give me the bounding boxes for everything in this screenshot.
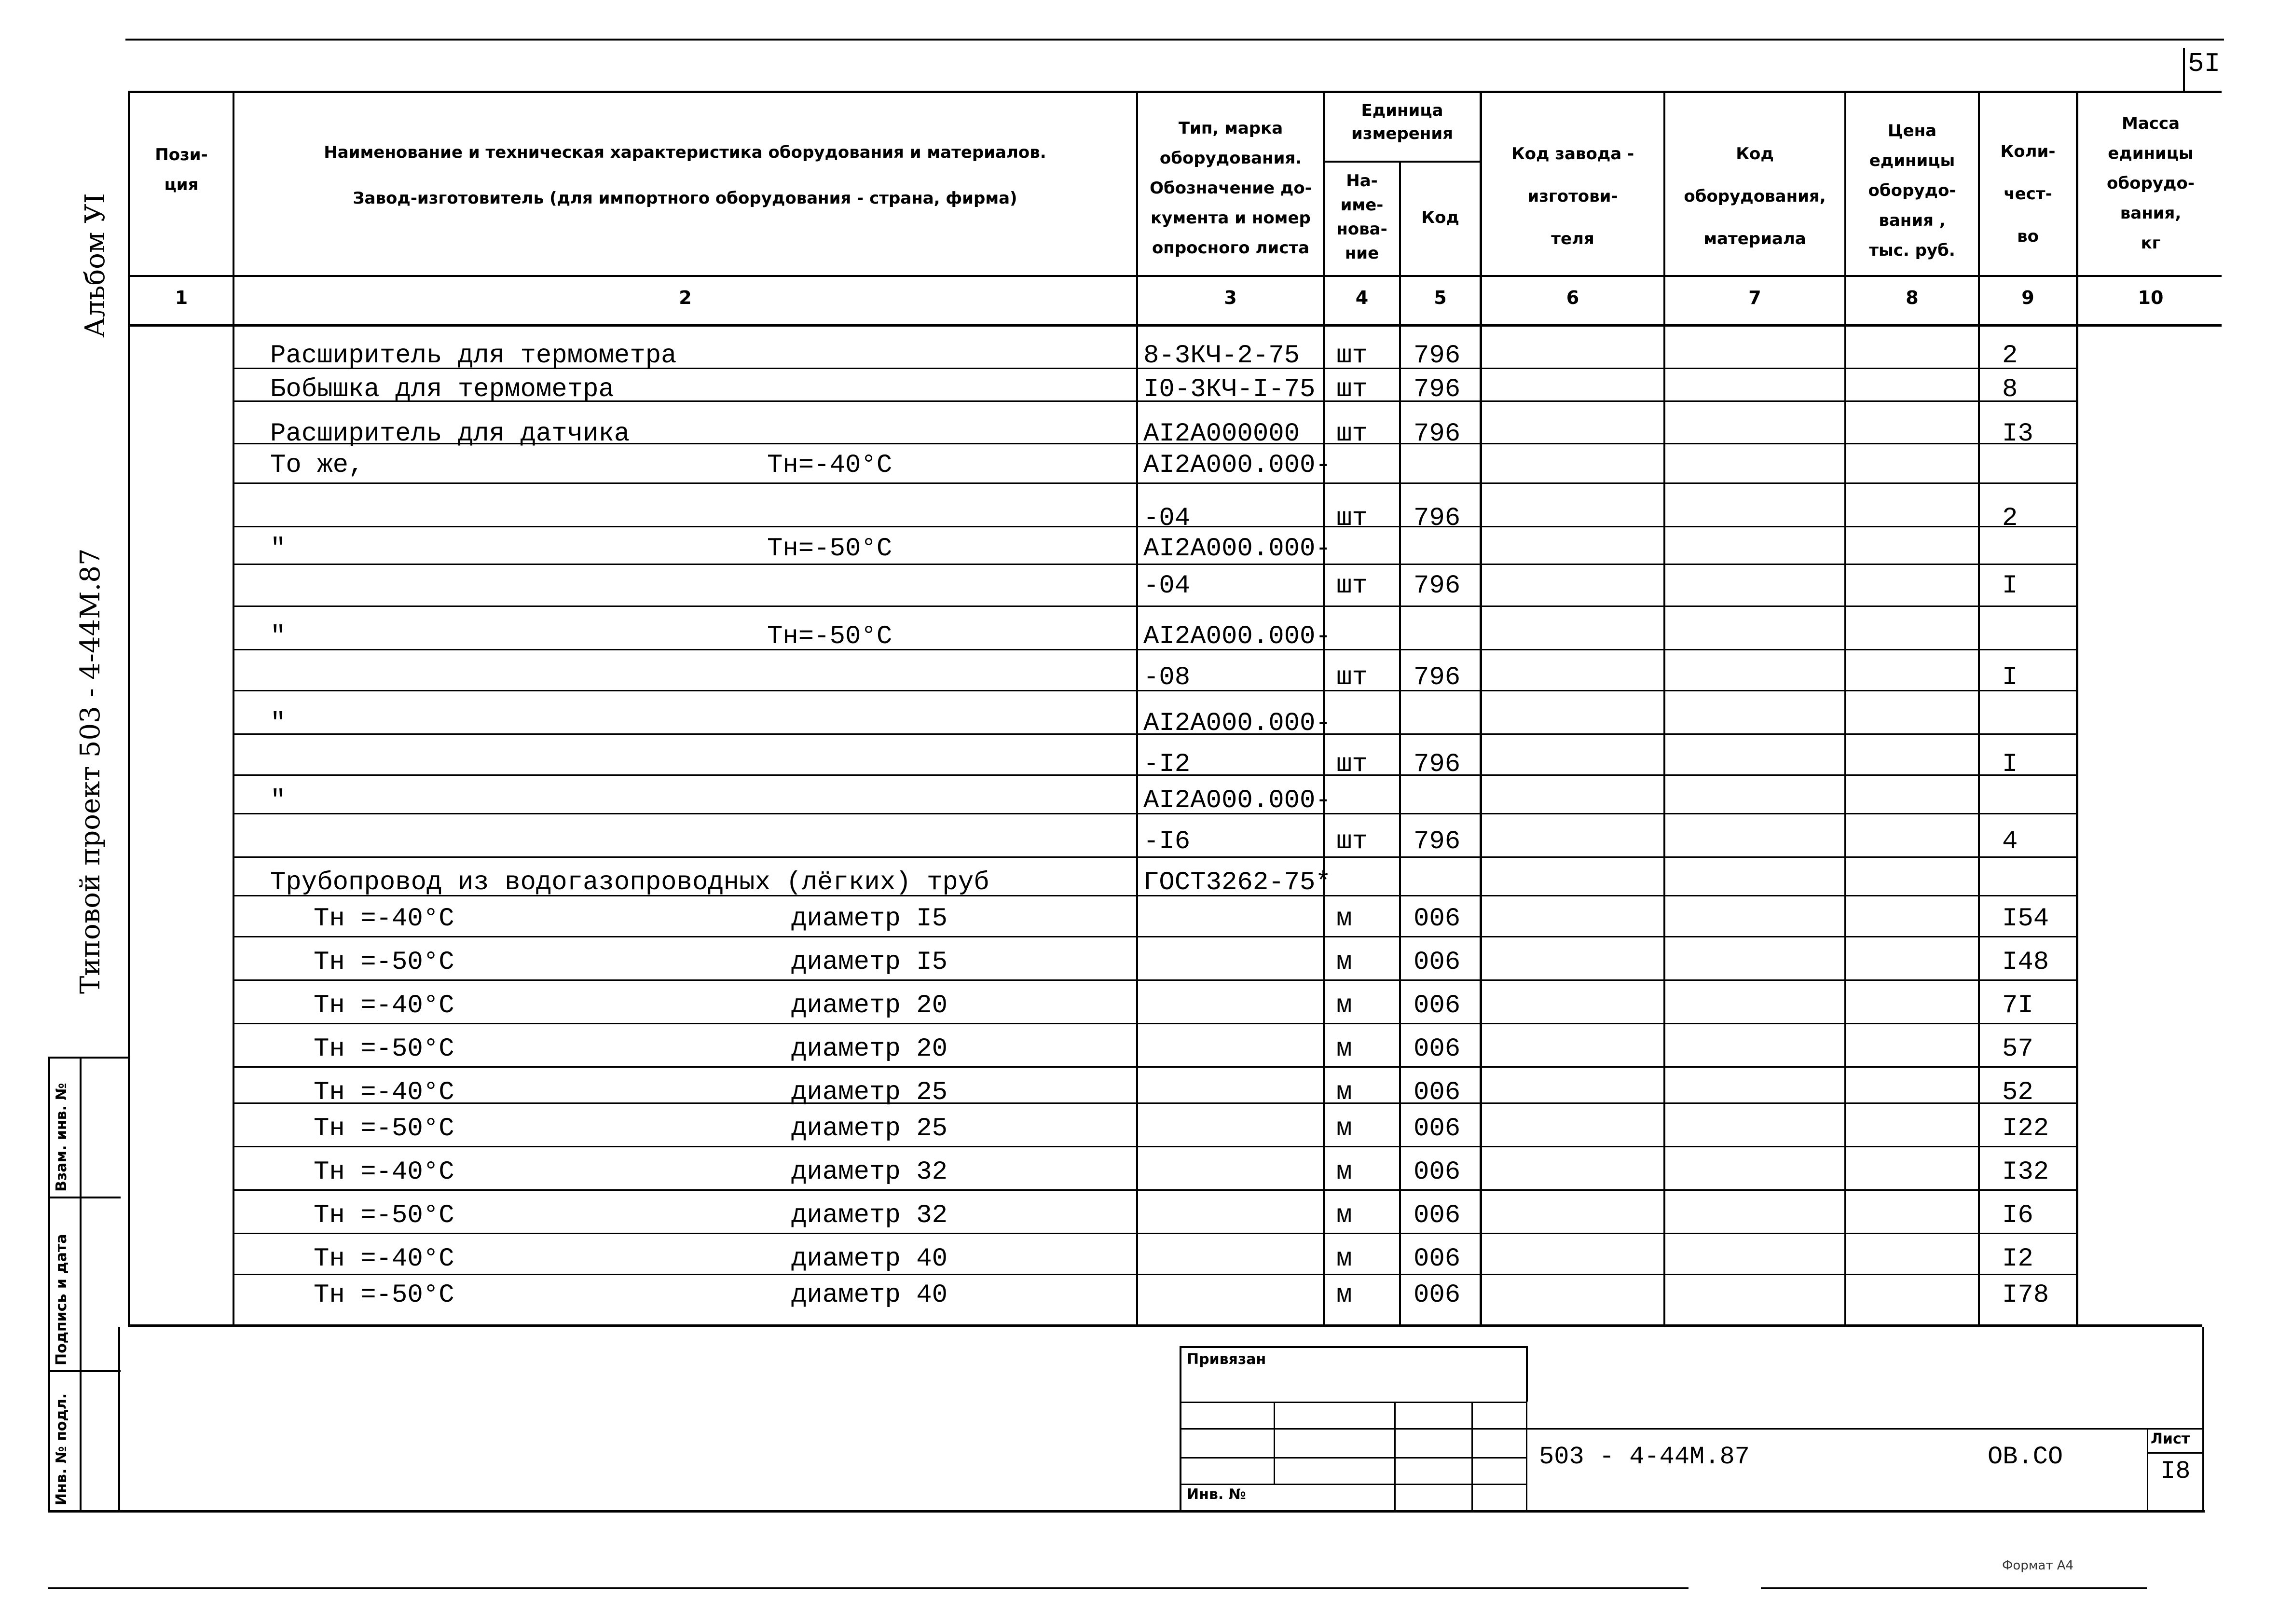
stamp-doc-code: 503 - 4-44М.87	[1539, 1443, 1750, 1471]
row-name: "	[270, 709, 286, 738]
stamp-label-sign: Подпись и дата	[53, 1234, 70, 1365]
unit-split-line	[1324, 161, 1481, 163]
row-name: То же,	[270, 451, 364, 480]
stamp-strip-div2	[48, 1370, 121, 1372]
sheet-box-mid	[2147, 1452, 2202, 1454]
stamp-box-top	[1180, 1346, 1527, 1348]
side-label-project: Типовой проект 503 - 4-44М.87	[75, 548, 106, 994]
table-top-line	[128, 91, 2222, 93]
col-number-2: 2	[679, 287, 692, 308]
row-code: 796	[1414, 375, 1461, 404]
row-divider	[234, 1066, 2077, 1068]
row-unit: шт	[1336, 571, 1368, 601]
bottom-page-line-right	[1761, 1587, 2147, 1589]
row-qty: I32	[2002, 1157, 2049, 1187]
row-diameter: диаметр 20	[791, 991, 948, 1020]
row-diameter: диаметр 32	[791, 1201, 948, 1230]
row-diameter: диаметр 20	[791, 1034, 948, 1064]
row-unit: м	[1336, 1034, 1352, 1064]
row-diameter: диаметр 40	[791, 1244, 948, 1274]
row-code: 796	[1414, 750, 1461, 779]
col-number-6: 6	[1566, 287, 1579, 308]
row-divider	[234, 1233, 2077, 1234]
stamp-col-line4	[1526, 1402, 1527, 1510]
stamp-row-line2	[1180, 1428, 2202, 1430]
col-line-1	[233, 92, 234, 1327]
col-number-7: 7	[1748, 287, 1761, 308]
row-qty: I	[2002, 571, 2018, 601]
row-qty: I	[2002, 663, 2018, 692]
row-name: Тн =-50°C	[314, 1114, 454, 1143]
row-qty: 52	[2002, 1078, 2033, 1107]
header-col9: Коли- чест- во	[2000, 142, 2056, 246]
row-name: Расширитель для датчика	[270, 419, 630, 449]
stamp-strip-right	[80, 1057, 82, 1510]
stamp-sheet-label: Лист	[2151, 1431, 2190, 1447]
row-divider	[234, 1146, 2077, 1147]
bottom-left-frame	[118, 1327, 120, 1513]
row-code: 796	[1414, 504, 1461, 533]
row-unit: шт	[1336, 663, 1368, 692]
header-bottom-line	[128, 275, 2222, 277]
row-temp: Тн=-50°C	[767, 622, 892, 651]
row-name: Тн =-40°C	[314, 904, 454, 934]
row-type: -04	[1143, 571, 1191, 601]
header-col5: Код	[1421, 208, 1459, 227]
bottom-frame-line	[48, 1510, 2205, 1513]
page-number: 5I	[2188, 48, 2221, 79]
col-number-8: 8	[1906, 287, 1919, 308]
row-qty: I22	[2002, 1114, 2049, 1143]
header-col2-line2: Завод-изготовитель (для импортного оборудования - страна, фирма)	[353, 189, 1017, 208]
row-code: 796	[1414, 419, 1461, 449]
row-name: Тн =-50°C	[314, 948, 454, 977]
stamp-inv-no: Инв. №	[1187, 1486, 1246, 1503]
row-qty: I2	[2002, 1244, 2033, 1274]
stamp-strip-top	[48, 1057, 128, 1059]
row-code: 006	[1414, 1157, 1461, 1187]
row-unit: м	[1336, 991, 1352, 1020]
row-name: Тн =-50°C	[314, 1280, 454, 1310]
stamp-col-line2	[1394, 1402, 1396, 1510]
col-number-3: 3	[1224, 287, 1237, 308]
col-line-2	[1136, 92, 1138, 1327]
row-type: AI2A000.000-	[1143, 534, 1331, 564]
row-code: 006	[1414, 1114, 1461, 1143]
row-type: 8-3КЧ-2-75	[1143, 341, 1300, 371]
stamp-col-line1	[1274, 1402, 1275, 1484]
row-name: Тн =-40°C	[314, 1078, 454, 1107]
col-number-5: 5	[1434, 287, 1447, 308]
header-col10: Масса единицы оборудо- вания, кг	[2107, 114, 2195, 253]
row-type: AI2A000.000-	[1143, 709, 1331, 738]
col-number-1: 1	[175, 287, 188, 308]
row-code: 006	[1414, 948, 1461, 977]
stamp-strip-div1	[48, 1197, 121, 1198]
header-col6: Код завода - изготови- теля	[1511, 144, 1634, 248]
col-number-10: 10	[2138, 287, 2164, 308]
row-code: 006	[1414, 1034, 1461, 1064]
col-line-8	[1978, 92, 1980, 1327]
row-qty: 2	[2002, 341, 2018, 371]
header-col7: Код оборудования, материала	[1684, 144, 1826, 248]
table-bottom-line	[128, 1324, 2202, 1327]
row-divider	[234, 936, 2077, 937]
row-type: -08	[1143, 663, 1191, 692]
row-unit: шт	[1336, 341, 1368, 371]
row-diameter: диаметр I5	[791, 904, 948, 934]
row-divider	[234, 1189, 2077, 1191]
row-type: -04	[1143, 504, 1191, 533]
row-qty: I6	[2002, 1201, 2033, 1230]
row-type: -I6	[1143, 827, 1191, 856]
row-diameter: диаметр 25	[791, 1114, 948, 1143]
row-name: Бобышка для термометра	[270, 375, 614, 404]
row-divider	[234, 564, 2077, 565]
row-type: -I2	[1143, 750, 1191, 779]
row-unit: шт	[1336, 375, 1368, 404]
row-temp: Тн=-40°C	[767, 451, 892, 480]
row-unit: м	[1336, 948, 1352, 977]
row-name: Тн =-40°C	[314, 1244, 454, 1274]
row-unit: м	[1336, 1157, 1352, 1187]
row-name: Тн =-40°C	[314, 991, 454, 1020]
stamp-label-vzam: Взам. инв. №	[53, 1083, 70, 1192]
row-qty: I48	[2002, 948, 2049, 977]
row-divider	[234, 1102, 2077, 1104]
header-unit: Единица измерения	[1351, 101, 1453, 143]
row-diameter: диаметр 40	[791, 1280, 948, 1310]
column-numbers-bottom-line	[128, 324, 2222, 327]
row-diameter: диаметр 25	[791, 1078, 948, 1107]
row-code: 796	[1414, 571, 1461, 601]
row-divider	[234, 1023, 2077, 1024]
row-code: 796	[1414, 827, 1461, 856]
row-name: Расширитель для термометра	[270, 341, 677, 371]
row-qty: I54	[2002, 904, 2049, 934]
row-unit: м	[1336, 1244, 1352, 1274]
row-type: AI2A000000	[1143, 419, 1300, 449]
row-name: "	[270, 622, 286, 651]
row-code: 006	[1414, 1078, 1461, 1107]
col-line-9	[2076, 92, 2078, 1327]
header-col8: Цена единицы оборудо- вания , тыс. руб.	[1868, 121, 1956, 260]
row-qty: 7I	[2002, 991, 2033, 1020]
row-unit: м	[1336, 1114, 1352, 1143]
row-unit: шт	[1336, 504, 1368, 533]
stamp-box-right	[1526, 1346, 1528, 1402]
row-qty: 8	[2002, 375, 2018, 404]
row-unit: м	[1336, 1201, 1352, 1230]
stamp-row-line1	[1180, 1402, 1527, 1403]
header-col1: Пози- ция	[155, 145, 208, 194]
row-qty: 4	[2002, 827, 2018, 856]
row-unit: шт	[1336, 750, 1368, 779]
row-diameter: диаметр 32	[791, 1157, 948, 1187]
stamp-mark: ОВ.СО	[1988, 1443, 2063, 1471]
row-type: AI2A000.000-	[1143, 786, 1331, 815]
stamp-row-line3	[1180, 1457, 1527, 1459]
row-code: 006	[1414, 904, 1461, 934]
row-divider	[234, 1274, 2077, 1275]
col-number-9: 9	[2021, 287, 2034, 308]
row-qty: 2	[2002, 504, 2018, 533]
row-qty: I	[2002, 750, 2018, 779]
row-unit: шт	[1336, 419, 1368, 449]
row-unit: м	[1336, 1280, 1352, 1310]
col-line-6	[1663, 92, 1665, 1327]
row-qty: I78	[2002, 1280, 2049, 1310]
row-code: 006	[1414, 1280, 1461, 1310]
header-col2-line1: Наименование и техническая характеристика оборудования и материалов.	[324, 143, 1046, 162]
col-line-7	[1844, 92, 1846, 1327]
stamp-sheet-no: I8	[2160, 1457, 2191, 1486]
row-name: "	[270, 534, 286, 564]
row-code: 006	[1414, 1244, 1461, 1274]
row-name: Тн =-40°C	[314, 1157, 454, 1187]
stamp-privyazan: Привязан	[1187, 1351, 1266, 1368]
row-temp: Тн=-50°C	[767, 534, 892, 564]
row-type: AI2A000.000-	[1143, 622, 1331, 651]
bottom-page-line	[48, 1587, 1689, 1589]
page-number-box-left	[2183, 48, 2185, 93]
side-label-album: Альбом УI	[80, 193, 111, 338]
outer-left-line	[128, 92, 130, 1327]
top-border-line-right	[1235, 39, 2224, 41]
row-type: I0-3КЧ-I-75	[1143, 375, 1316, 404]
stamp-strip-left	[48, 1057, 50, 1510]
row-name: Трубопровод из водогазопроводных (лёгких) труб	[270, 868, 989, 897]
row-name: "	[270, 786, 286, 815]
row-qty: 57	[2002, 1034, 2033, 1064]
row-name: Тн =-50°C	[314, 1201, 454, 1230]
stamp-col-line3	[1471, 1402, 1473, 1510]
col-number-4: 4	[1355, 287, 1369, 308]
row-divider	[234, 606, 2077, 607]
row-type: AI2A000.000-	[1143, 451, 1331, 480]
top-border-line	[125, 39, 1235, 41]
page-format: Формат А4	[2002, 1558, 2074, 1573]
header-col4: На- име- нова- ние	[1336, 171, 1387, 263]
row-qty: I3	[2002, 419, 2033, 449]
row-type: ГОСТ3262-75*	[1143, 868, 1331, 897]
row-unit: шт	[1336, 827, 1368, 856]
row-name: Тн =-50°C	[314, 1034, 454, 1064]
row-code: 006	[1414, 1201, 1461, 1230]
col-line-4	[1399, 161, 1401, 1327]
row-code: 796	[1414, 663, 1461, 692]
row-unit: м	[1336, 904, 1352, 934]
sheet-box-left	[2147, 1428, 2148, 1510]
row-unit: м	[1336, 1078, 1352, 1107]
header-col3: Тип, марка оборудования. Обозначение до- кумента и номер опросного листа	[1150, 119, 1312, 258]
row-diameter: диаметр I5	[791, 948, 948, 977]
col-line-5	[1480, 92, 1482, 1327]
row-code: 006	[1414, 991, 1461, 1020]
row-divider	[234, 856, 2077, 858]
row-divider	[234, 979, 2077, 981]
row-code: 796	[1414, 341, 1461, 371]
stamp-label-inv: Инв. № подл.	[53, 1393, 70, 1505]
row-divider	[234, 482, 2077, 484]
stamp-row-line4	[1180, 1484, 1527, 1485]
bottom-right-frame	[2202, 1327, 2204, 1513]
